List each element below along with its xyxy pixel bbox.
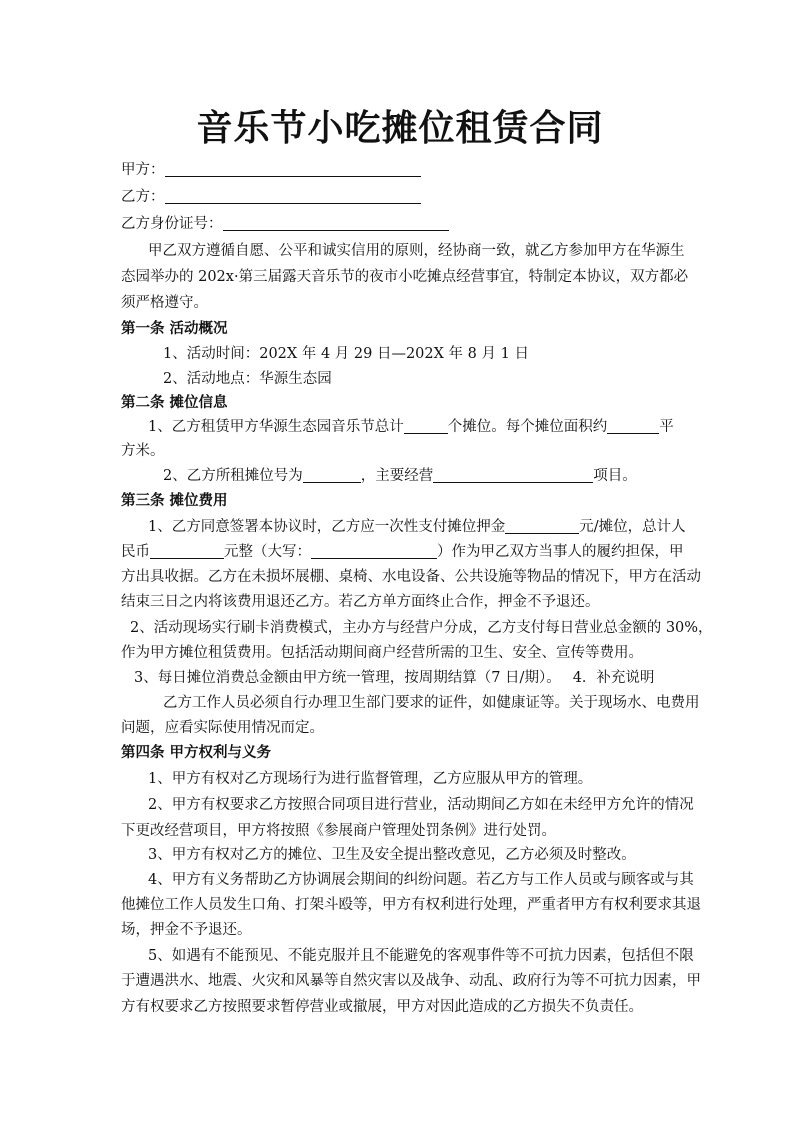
article-4-line: 场，押金不予退还。 [121, 922, 252, 938]
deposit-per-booth-blank[interactable] [505, 518, 579, 534]
business-item-blank[interactable] [433, 467, 593, 483]
article-4-line: 3、甲方有权对乙方的摊位、卫生及安全提出整改意见，乙方必须及时整改。 [148, 847, 636, 863]
amount-in-words-blank[interactable] [311, 543, 437, 559]
article-4-line: 2、甲方有权要求乙方按照合同项目进行营业，活动期间乙方如在未经甲方允许的情况 [148, 797, 694, 813]
article-4-heading: 第四条 甲方权利与义务 [121, 744, 272, 761]
intro-line: 须严格遵守。 [121, 295, 208, 311]
article-4-line: 于遭遇洪水、地震、火灾和风暴等自然灾害以及战争、动乱、政府行为等不可抗力因素，甲 [121, 973, 701, 989]
article-3-heading: 第三条 摊位费用 [121, 492, 228, 509]
text-segment: 项目。 [593, 468, 637, 484]
text-segment: 元/摊位，总计人 [579, 519, 686, 535]
text-segment: 1、乙方租赁甲方华源生态园音乐节总计 [148, 419, 404, 435]
article-4-line: 下更改经营项目，甲方将按照《参展商户管理处罚条例》进行处罚。 [121, 823, 556, 839]
deposit-total-blank[interactable] [150, 543, 224, 559]
text-segment: 民币 [121, 544, 150, 560]
article-2-item-2 [163, 465, 637, 487]
text-segment: 元整（大写： [224, 544, 311, 560]
article-3-para-2: 2、活动现场实行刷卡消费模式，主办方与经营户分成，乙方支付每日营业总金额的 30%， [130, 620, 713, 636]
booth-count-blank[interactable] [404, 418, 448, 434]
text-segment: ）作为甲乙双方当事人的履约担保，甲 [437, 544, 684, 560]
party-b-label: 乙方： [121, 189, 165, 205]
article-3-para-1-cont: 方出具收据。乙方在未损坏展棚、桌椅、水电设备、公共设施等物品的情况下，甲方在活动 [121, 569, 701, 585]
article-4-line: 方有权要求乙方按照要求暂停营业或撤展，甲方对因此造成的乙方损失不负责任。 [121, 999, 643, 1015]
booth-area-blank[interactable] [607, 418, 659, 434]
article-1-heading: 第一条 活动概况 [121, 320, 228, 337]
article-4-line: 4、甲方有义务帮助乙方协调展会期间的纠纷问题。若乙方与工作人员或与顾客或与其 [148, 872, 694, 888]
article-1-item: 1、活动时间：202X 年 4 月 29 日—202X 年 8 月 1 日 [163, 346, 529, 362]
article-3-para-1-cont [121, 541, 684, 563]
article-3-para-4: 乙方工作人员必须自行办理卫生部门要求的证件，如健康证等。关于现场水、电费用 [163, 695, 700, 711]
text-segment: 平 [659, 419, 674, 435]
text-segment: 个摊位。每个摊位面积约 [447, 419, 608, 435]
text-segment: 1、乙方同意签署本协议时，乙方应一次性支付摊位押金 [148, 519, 506, 535]
text-segment: 4．补充说明 [572, 670, 655, 686]
article-3-para-3 [134, 667, 654, 689]
party-b-id-line [121, 213, 449, 235]
intro-line: 态园举办的 202x·第三届露天音乐节的夜市小吃摊点经营事宜，特制定本协议，双方都必 [121, 269, 689, 285]
article-2-item-1-cont: 方米。 [121, 443, 165, 459]
party-b-id-blank[interactable] [223, 215, 449, 231]
party-a-label: 甲方： [121, 162, 165, 178]
intro-line: 甲乙双方遵循自愿、公平和诚实信用的原则，经协商一致，就乙方参加甲方在华源生 [148, 243, 685, 259]
article-3-para-2-cont: 作为甲方摊位租赁费用。包括活动期间商户经营所需的卫生、安全、宣传等费用。 [121, 645, 643, 661]
article-3-para-4-cont: 问题，应看实际使用情况而定。 [121, 720, 324, 736]
document-title: 音乐节小吃摊位租赁合同 [196, 107, 604, 149]
article-4-line: 1、甲方有权对乙方现场行为进行监督管理，乙方应服从甲方的管理。 [148, 771, 593, 787]
party-b-blank[interactable] [165, 188, 421, 204]
article-4-line: 5、如遇有不能预见、不能克服并且不能避免的客观事件等不可抗力因素，包括但不限 [148, 948, 694, 964]
article-2-item-1 [148, 416, 674, 438]
party-b-id-label: 乙方身份证号： [121, 216, 223, 232]
booth-number-blank[interactable] [303, 467, 361, 483]
text-segment: 2、乙方所租摊位号为 [163, 468, 303, 484]
article-3-para-1-cont: 结束三日之内将该费用退还乙方。若乙方单方面终止合作，押金不予退还。 [121, 594, 600, 610]
article-1-item: 2、活动地点：华源生态园 [163, 371, 332, 387]
article-2-heading: 第二条 摊位信息 [121, 394, 228, 411]
party-a-line [121, 159, 421, 181]
text-segment: 3、每日摊位消费总金额由甲方统一管理，按周期结算（7 日/期）。 [134, 670, 561, 686]
article-3-para-1 [148, 516, 686, 538]
party-a-blank[interactable] [165, 161, 421, 177]
text-segment: ，主要经营 [360, 468, 434, 484]
party-b-line [121, 186, 421, 208]
article-4-line: 他摊位工作人员发生口角、打架斗殴等，甲方有权利进行处理，严重者甲方有权利要求其退 [121, 897, 701, 913]
